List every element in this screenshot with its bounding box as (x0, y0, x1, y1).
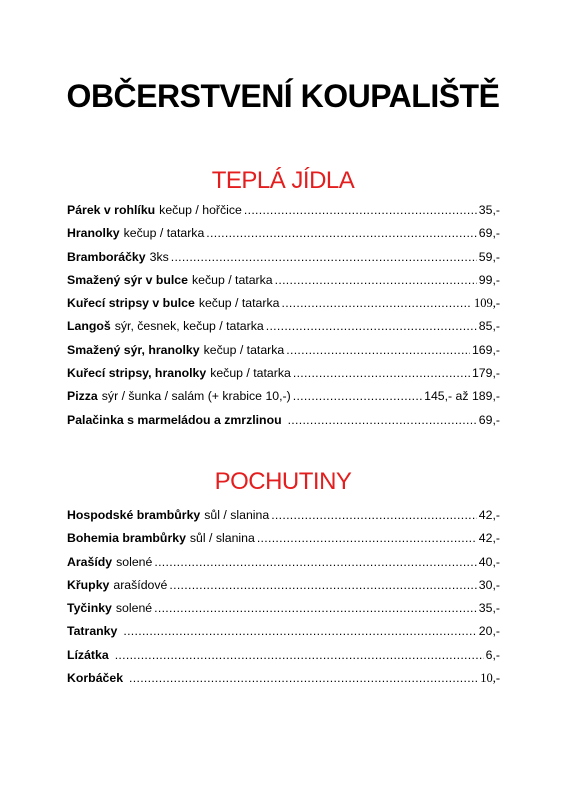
item-price: 42,- (478, 508, 500, 522)
section-heading-tepla-jidla: TEPLÁ JÍDLA (211, 167, 355, 194)
menu-item (67, 555, 500, 578)
dot-leader (171, 250, 477, 264)
item-price: 42,- (478, 531, 500, 546)
dot-leader (266, 319, 477, 333)
menu-item (67, 601, 500, 624)
menu-item (67, 531, 500, 554)
item-name: Smažený sýr, hranolky (67, 342, 200, 357)
item-name: Korbáček (67, 671, 124, 686)
menu-item (67, 648, 500, 671)
section-heading-pochutiny: POCHUTINY (214, 468, 352, 495)
item-name: Párek v rohlíku (67, 203, 156, 217)
item-name: Hranolky (67, 226, 120, 241)
dot-leader (244, 203, 477, 217)
item-name: Tyčinky (67, 601, 112, 616)
item-price: 109,- (473, 296, 500, 311)
item-description: kečup / tatarka (198, 296, 280, 311)
item-description: solené (115, 601, 153, 616)
item-name: Lízátka (67, 647, 109, 662)
dot-leader (288, 413, 477, 427)
menu-item (67, 671, 500, 694)
menu-item (67, 273, 500, 296)
dot-leader (115, 648, 484, 662)
item-name: Hospodské brambůrky (67, 508, 201, 522)
item-name: Bohemia brambůrky (67, 531, 186, 546)
item-price: 30,- (478, 577, 500, 592)
item-name: Křupky (67, 577, 110, 592)
item-price: 10,- (480, 671, 500, 686)
item-description: arašídové (113, 577, 168, 592)
menu-item (67, 366, 500, 389)
item-name: Kuřecí stripsy v bulce (67, 296, 195, 311)
dot-leader (275, 273, 477, 287)
dot-leader (154, 555, 476, 569)
dot-leader (271, 508, 477, 522)
dot-leader (293, 366, 470, 380)
page-title: OBČERSTVENÍ KOUPALIŠTĚ (66, 78, 500, 114)
item-description: sůl / slanina (189, 531, 255, 546)
item-description: sýr / šunka / salám (+ krabice 10,-) (101, 389, 291, 404)
item-description: kečup / tatarka (210, 366, 291, 381)
item-description: kečup / tatarka (123, 226, 205, 241)
item-name: Smažený sýr v bulce (67, 272, 188, 287)
item-price: 20,- (478, 624, 500, 639)
item-name: Arašídy (67, 554, 113, 569)
menu-item (67, 319, 500, 342)
dot-leader (169, 578, 476, 592)
menu-item (67, 226, 500, 249)
item-price: 85,- (478, 319, 500, 334)
item-price: 35,- (478, 203, 500, 217)
item-description: solené (116, 554, 153, 569)
item-description: kečup / hořčice (159, 203, 242, 217)
item-price: 179,- (471, 366, 500, 381)
item-price: 69,- (478, 226, 500, 241)
menu-item (67, 508, 500, 531)
dot-leader (281, 296, 471, 310)
menu-item (67, 203, 500, 226)
dot-leader (154, 601, 477, 615)
dot-leader (257, 531, 477, 545)
menu-item (67, 343, 500, 366)
menu-item (67, 250, 500, 273)
dot-leader (286, 343, 470, 357)
item-name: Kuřecí stripsy, hranolky (67, 366, 207, 381)
item-name: Bramboráčky (67, 249, 146, 264)
item-price: 6,- (485, 647, 500, 662)
item-price: 40,- (478, 554, 500, 569)
item-name: Pizza (67, 389, 98, 404)
dot-leader (129, 671, 478, 685)
item-name: Tatranky (67, 624, 118, 639)
menu-item (67, 624, 500, 647)
item-price: 169,- (471, 342, 500, 357)
item-price: 99,- (478, 272, 500, 287)
item-name: Palačinka s marmeládou a zmrzlinou (67, 412, 282, 427)
item-description: kečup / tatarka (191, 272, 273, 287)
menu-list-pochutiny (67, 508, 500, 694)
item-price: 145,- až 189,- (424, 389, 500, 404)
dot-leader (206, 226, 477, 240)
item-description: kečup / tatarka (203, 342, 285, 357)
item-price: 69,- (478, 412, 500, 427)
item-description: sýr, česnek, kečup / tatarka (114, 319, 264, 334)
menu-item (67, 296, 500, 319)
item-price: 35,- (478, 601, 500, 616)
menu-item (67, 413, 500, 436)
menu-item (67, 578, 500, 601)
item-description: 3ks (149, 249, 169, 264)
menu-item (67, 389, 500, 412)
dot-leader (293, 389, 422, 403)
item-price: 59,- (478, 249, 500, 264)
item-description: sůl / slanina (204, 508, 270, 522)
menu-list-tepla-jidla (67, 203, 500, 436)
item-name: Langoš (67, 319, 111, 334)
dot-leader (123, 624, 476, 638)
